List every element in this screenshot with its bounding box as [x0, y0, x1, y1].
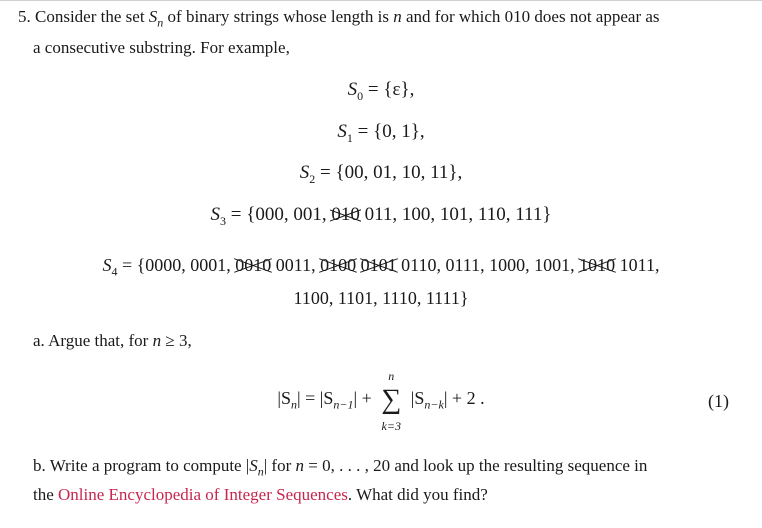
pattern-010: 010 [504, 7, 531, 26]
problem-number: 5. [18, 7, 31, 26]
part-b-line2: the Online Encyclopedia of Integer Sequences. What did you find? [33, 485, 488, 504]
crossed-string: 0010 [235, 255, 272, 275]
crossed-string: 010 [331, 204, 360, 225]
part-b-line1: b. Write a program to compute $|S_n|$ for n = 0, . . . , 20 and look up the resulting sequence in [33, 456, 648, 479]
sigma-symbol: ∑ [381, 384, 402, 415]
set-s3: $S_3 = \{000$, 001, 010 011, 100, 101, 110, 111} [210, 204, 552, 228]
set-s2: $S_2 = \{00$, 01, 10, 11}, [299, 162, 463, 186]
crossed-string: 0100 [320, 255, 357, 275]
problem-intro-line2: a consecutive substring. For example, [33, 38, 290, 57]
crossed-string: 0101 [360, 255, 397, 275]
top-border [0, 0, 762, 1]
set-s4-line2: 1100, 1101, 1110, 1111} [293, 288, 469, 308]
oeis-link[interactable]: Online Encyclopedia of Integer Sequences [58, 485, 348, 504]
part-a: a. Argue that, for n ≥ 3, [33, 331, 192, 350]
set-s0: $S_0 = \{\varepsilon\}$, [347, 79, 415, 103]
summation: n ∑ k=3 [376, 386, 406, 414]
problem-intro-line1: 5. Consider the set $S_n$ of binary strings whose length is n and for which 010 does not appear as [18, 7, 660, 30]
equation-1: $|S_n| = |S_{n-1}|$ + n ∑ k=3 $|S_{n-k}| + 2$ . [277, 369, 485, 433]
equation-number: (1) [708, 391, 729, 411]
set-s1: $S_1 = \{0$, 1}, [337, 121, 425, 145]
set-s4-line1: $S_4 = \{0000$, 0001, 0010 0011, 0100 0101 0110, 0111, 1000, 1001, 1010 1011, [102, 255, 660, 279]
crossed-string: 1010 [579, 255, 616, 275]
